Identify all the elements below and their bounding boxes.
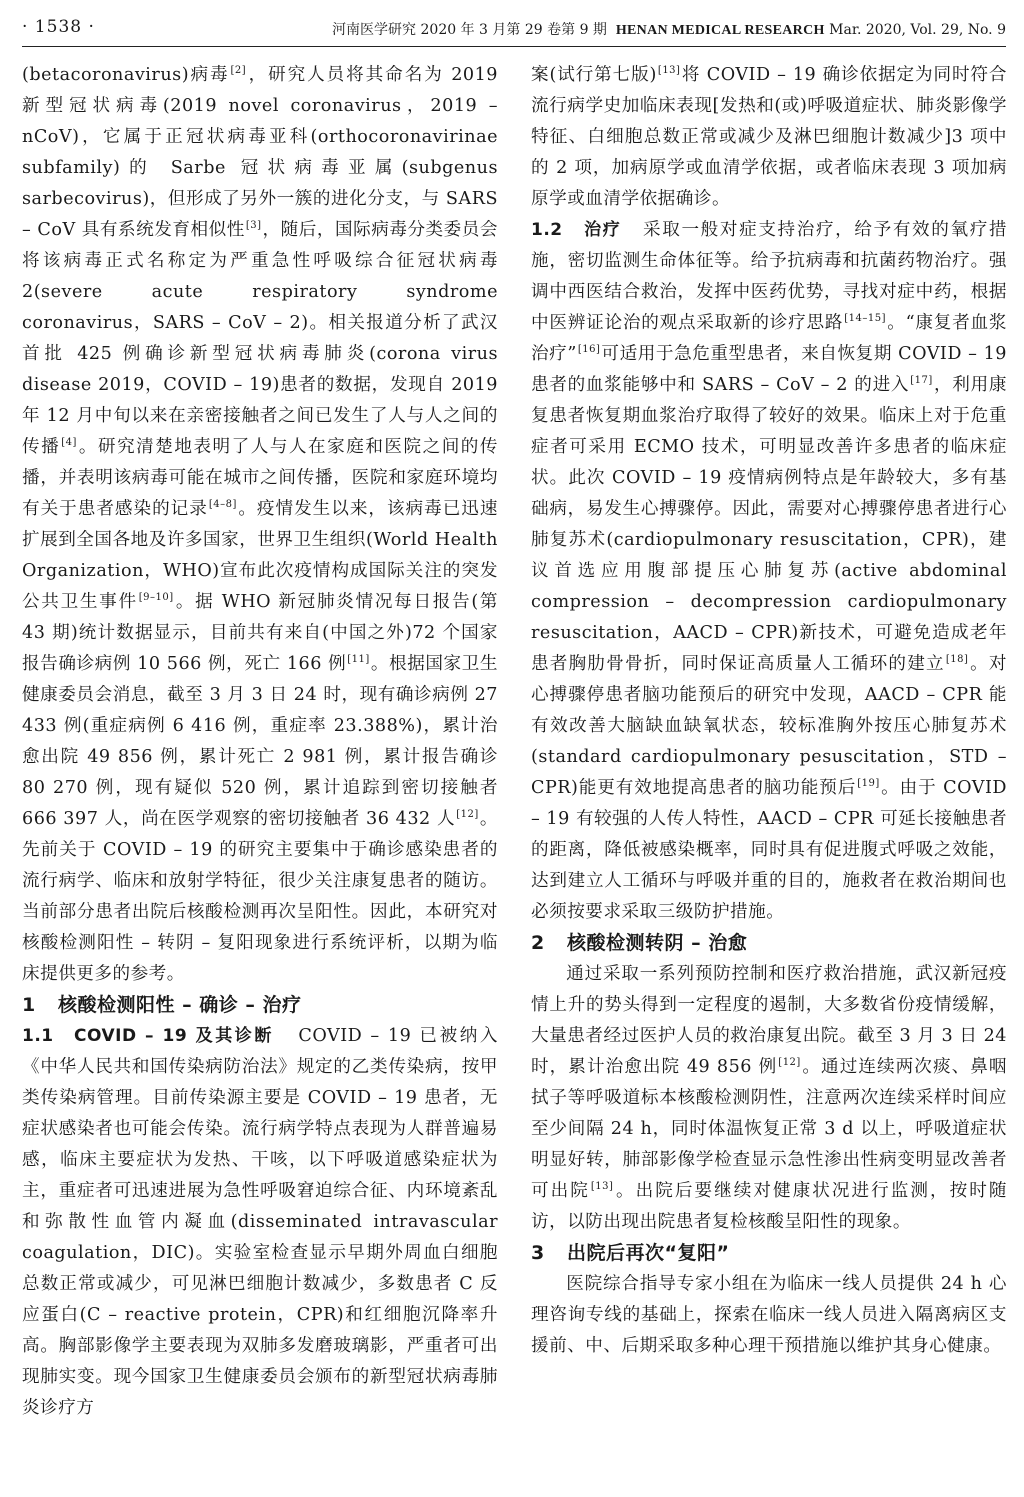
journal-info: [332, 19, 1006, 39]
header-rule: [22, 46, 1006, 47]
section-heading-2: 2 核酸检测转阴 – 治愈: [531, 932, 748, 954]
journal-issue-en: Mar. 2020, Vol. 29, No. 9: [829, 22, 1006, 38]
citation: [17]: [910, 375, 933, 386]
section-2-paragraph: 通过采取一系列预防控制和医疗救治措施，武汉新冠疫情上升的势头得到一定程度的遏制，大多数省份疫情缓解，大量患者经过医护人员的救治康复出院。截至 3 月 3 日 24 时，累计治愈出院 49 856 例[12]。通过连续两次痰、鼻咽拭子等呼吸道标本核酸检测阴性，注意两次连续采样时间应至少间隔 24 h，同时体温恢复正常 3 d 以上，呼吸道症状明显好转，肺部影像学检查显示急性渗出性病变明显改善者可出院[13]。出院后要继续对健康状况进行监测，按时随访，以防出现出院患者复检核酸呈阳性的现象。: [531, 964, 1007, 1232]
section-heading-1: 1 核酸检测阳性 – 确诊 – 治疗: [22, 994, 302, 1016]
citation: [2]: [230, 65, 247, 76]
citation: [12]: [456, 809, 479, 820]
section-3-paragraph: 医院综合指导专家小组在为临床一线人员提供 24 h 心理咨询专线的基础上，探索在临床一线人员进入隔离病区支援前、中、后期采取多种心理干预措施以维护其身心健康。: [531, 1274, 1007, 1356]
subsection-1-2: 1.2 治疗 采取一般对症支持治疗，给予有效的氧疗措施，密切监测生命体征等。给予抗病毒和抗菌药物治疗。强调中西医结合救治，发挥中医药优势，寻找对症中药，根据中医辨证论治的观点采取新的诊疗思路[14–15]。“康复者血浆治疗”[16]可适用于急危重型患者，来自恢复期 COVID – 19 患者的血浆能够中和 SARS – CoV – 2 的进入[17]，利用康复患者恢复期血浆治疗取得了较好的效果。临床上对于危重症者可采用 ECMO 技术，可明显改善许多患者的临床症状。此次 COVID – 19 疫情病例特点是年龄较大，多有基础病，易发生心搏骤停。因此，需要对心搏骤停患者进行心肺复苏术(cardiopulmonary resuscitation，CPR)，建议首选应用腹部提压心肺复苏(active abdominal compression – decompression cardiopulmonary resuscitation，AACD – CPR)新技术，可避免造成老年患者胸肋骨骨折，同时保证高质量人工循环的建立[18]。对心搏骤停患者脑功能预后的研究中发现，AACD – CPR 能有效改善大脑缺血缺氧状态，较标准胸外按压心肺复苏术(standard cardiopulmonary pesuscitation，STD – CPR)能更有效地提高患者的脑功能预后[19]。由于 COVID – 19 有较强的人传人特性，AACD – CPR 可延长接触患者的距离，降低被感染概率，同时具有促进腹式呼吸之效能，达到建立人工循环与呼吸并重的目的，施救者在救治期间也必须按要求采取三级防护措施。: [531, 220, 1008, 922]
citation: [18]: [945, 654, 969, 665]
section-heading-3: 3 出院后再次“复阳”: [531, 1242, 730, 1264]
left-column: [22, 60, 498, 1424]
subsection-heading: 1.1 COVID – 19 及其诊断: [22, 1026, 274, 1046]
citation: [4]: [61, 437, 77, 448]
citation: [9–10]: [138, 592, 174, 603]
citation: [13]: [657, 65, 681, 76]
intro-paragraph: (betacoronavirus)病毒[2]，研究人员将其命名为 2019 新型冠状病毒(2019 novel coronavirus，2019 – nCoV)，它属于正冠状病毒亚科(orthocoronavirinae subfamily)的 Sarbe 冠状病毒亚属(subgenus sarbecovirus)，但形成了另外一簇的进化分支，与 SARS – CoV 具有系统发育相似性[3]，随后，国际病毒分类委员会将该病毒正式名称定为严重急性呼吸综合征冠状病毒 2(severe acute respiratory syndrome coronavirus，SARS – CoV – 2)。相关报道分析了武汉首批 425 例确诊新型冠状病毒肺炎(corona virus disease 2019，COVID – 19)患者的数据，发现自 2019 年 12 月中旬以来在亲密接触者之间已发生了人与人之间的传播[4]。研究清楚地表明了人与人在家庭和医院之间的传播，并表明该病毒可能在城市之间传播，医院和家庭环境均有关于患者感染的记录[4–8]。疫情发生以来，该病毒已迅速扩展到全国各地及许多国家，世界卫生组织(World Health Organization，WHO)宣布此次疫情构成国际关注的突发公共卫生事件[9–10]。据 WHO 新冠肺炎情况每日报告(第 43 期)统计数据显示，目前共有来自(中国之外)72 个国家报告确诊病例 10 566 例，死亡 166 例[11]。根据国家卫生健康委员会消息，截至 3 月 3 日 24 时，现有确诊病例 27 433 例(重症病例 6 416 例，重症率 23.388%)，累计治愈出院 49 856 例，累计死亡 2 981 例，累计报告确诊 80 270 例，现有疑似 520 例，累计追踪到密切接触者 666 397 人，尚在医学观察的密切接触者 36 432 人[12]。先前关于 COVID – 19 的研究主要集中于确诊感染患者的流行病学、临床和放射学特征，很少关注康复患者的随访。当前部分患者出院后核酸检测再次呈阳性。因此，本研究对核酸检测阳性 – 转阴 – 复阳现象进行系统评析，以期为临床提供更多的参考。: [22, 65, 498, 984]
citation: [11]: [347, 654, 370, 665]
citation: [12]: [778, 1057, 801, 1068]
citation: [16]: [577, 344, 601, 355]
journal-title-en: HENAN MEDICAL RESEARCH: [615, 23, 825, 38]
continued-paragraph: 案(试行第七版)[13]将 COVID – 19 确诊依据定为同时符合流行病学史加临床表现[发热和(或)呼吸道症状、肺炎影像学特征、白细胞总数正常或减少及淋巴细胞计数减少]3 项中的 2 项，加病原学或血清学依据，或者临床表现 3 项加病原学或血清学依据确诊。: [531, 65, 1007, 209]
citation: [3]: [245, 220, 262, 231]
right-column: [531, 60, 1007, 1362]
page-number: · 1538 ·: [22, 17, 95, 37]
citation: [14–15]: [844, 313, 887, 324]
citation: [13]: [590, 1181, 614, 1192]
running-header: [22, 17, 1006, 47]
citation: [4–8]: [208, 499, 237, 510]
subsection-1-1: 1.1 COVID – 19 及其诊断 COVID – 19 已被纳入《中华人民共和国传染病防治法》规定的乙类传染病，按甲类传染病管理。目前传染源主要是 COVID – 19 患者，无症状感染者也可能会传染。流行病学特点表现为人群普遍易感，临床主要症状为发热、干咳，以下呼吸道感染症状为主，重症者可迅速进展为急性呼吸窘迫综合征、内环境紊乱和弥散性血管内凝血(disseminated intravascular coagulation，DIC)。实验室检查显示早期外周血白细胞总数正常或减少，可见淋巴细胞计数减少，多数患者 C 反应蛋白(C – reactive protein，CPR)和红细胞沉降率升高。胸部影像学主要表现为双肺多发磨玻璃影，严重者可出现肺实变。现今国家卫生健康委员会颁布的新型冠状病毒肺炎诊疗方: [22, 1026, 498, 1418]
subsection-heading: 1.2 治疗: [531, 220, 622, 240]
journal-title-cn: 河南医学研究 2020 年 3 月第 29 卷第 9 期: [332, 22, 607, 38]
citation: [19]: [857, 778, 880, 789]
